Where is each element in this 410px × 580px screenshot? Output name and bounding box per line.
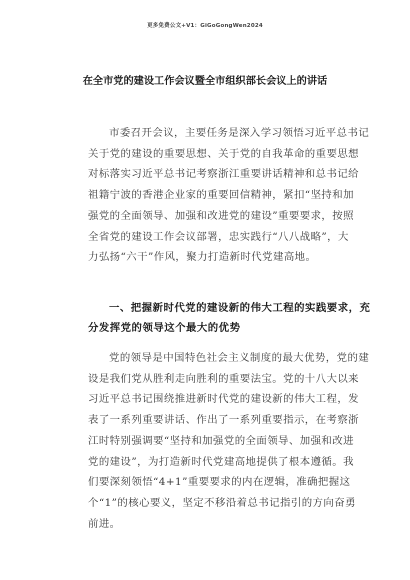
paragraph-line: 习近平总书记围绕推进新时代党的建设新的伟大工程，发	[88, 393, 360, 406]
paragraph-line: 个“1”的核心要义，坚定不移沿着总书记指引的方向奋勇	[88, 496, 356, 509]
paragraph-line: 党的建设”，为打造新时代党建高地提供了根本遵循。我	[88, 455, 354, 468]
paragraph-line: 表了一系列重要讲话、作出了一系列重要指示，在考察浙	[88, 414, 360, 427]
paragraph-section-one	[88, 348, 370, 534]
paragraph-line: 们要深刻领悟“4+1”重要要求的内在逻辑，准确把握这	[88, 476, 351, 489]
paragraph-line: 党的领导是中国特色社会主义制度的最大优势，党的建	[109, 352, 370, 364]
paragraph-line: 力弘扬“六干”作风，聚力打造新时代党建高地。	[88, 251, 317, 264]
paragraph-line: 设是我们党从胜利走向胜利的重要法宝。党的十八大以来	[88, 372, 360, 385]
paragraph-line: 全省党的建设工作会议部署，忠实践行“八八战略”，大	[88, 230, 349, 243]
paragraph-line: 市委召开会议，主要任务是深入学习领悟习近平总书记	[109, 127, 370, 139]
paragraph-line: 祖籍宁波的香港企业家的重要回信精神，紧扣“坚持和加	[88, 189, 354, 202]
document-title: 在全市党的建设工作会议暨全市组织部长会议上的讲话	[82, 76, 328, 87]
heading-line: 分发挥党的领导这个最大的优势	[88, 322, 241, 334]
paragraph-line: 强党的全面领导、加强和改进党的建设”重要要求，按照	[88, 209, 354, 222]
paragraph-intro	[88, 123, 370, 268]
paragraph-line: 关于党的建设的重要思想、关于党的自我革命的重要思想	[88, 147, 360, 160]
header-note: 更多免费公文+V1：GiGoGongWen2024	[147, 23, 263, 29]
paragraph-line: 对标落实习近平总书记考察浙江重要讲话精神和总书记给	[88, 168, 360, 181]
paragraph-line: 江时特别强调要“坚持和加强党的全面领导、加强和改进	[88, 434, 354, 447]
paragraph-line: 前进。	[88, 517, 121, 530]
heading-line: 一、把握新时代党的建设新的伟大工程的实践要求，充	[109, 302, 371, 314]
section-heading	[88, 298, 371, 338]
